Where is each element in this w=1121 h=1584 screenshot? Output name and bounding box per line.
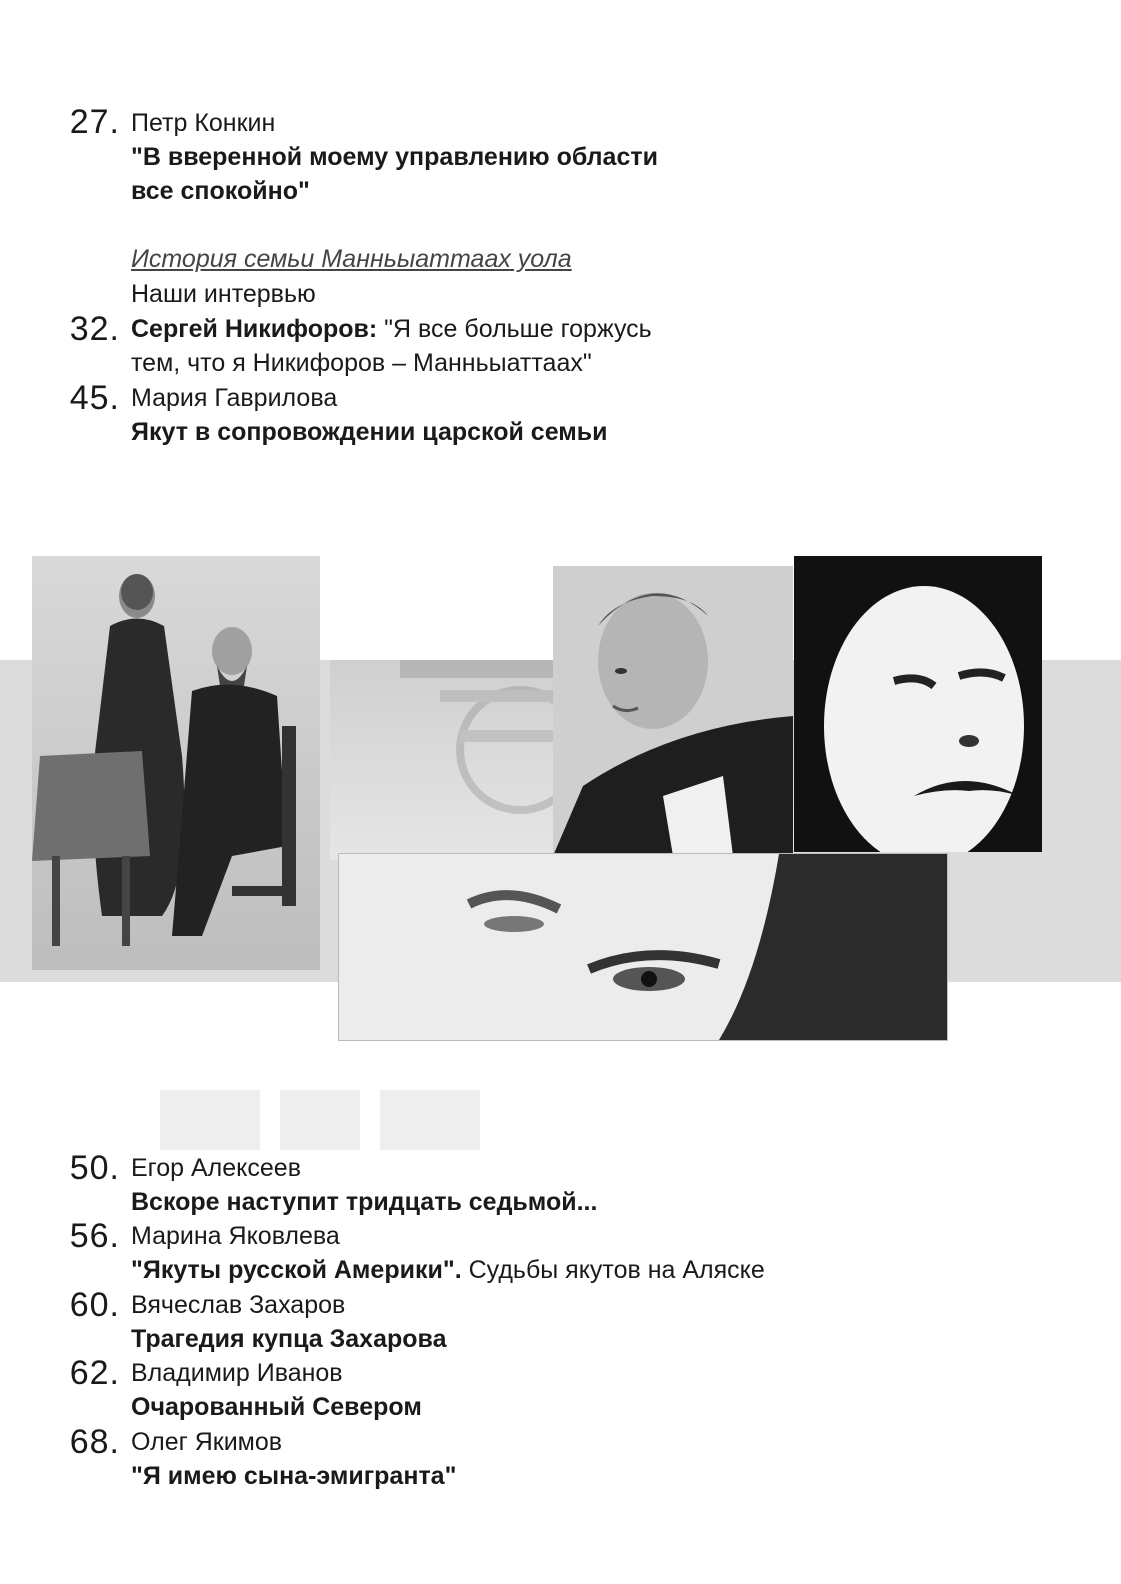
article-title: Трагедия купца Захарова bbox=[131, 1325, 447, 1353]
author: Олег Якимов bbox=[131, 1428, 283, 1456]
article-title: "Якуты русской Америки". bbox=[131, 1256, 462, 1284]
author: Петр Конкин bbox=[131, 109, 276, 137]
article-title: Очарованный Севером bbox=[131, 1393, 422, 1421]
author: Марина Яковлева bbox=[131, 1222, 340, 1250]
article-title: "В вверенной моему управлению области bbox=[131, 143, 658, 171]
entry-text bbox=[131, 312, 652, 346]
author: Сергей Никифоров: bbox=[131, 315, 378, 343]
page-number: 45. bbox=[69, 379, 120, 417]
page-number: 32. bbox=[69, 310, 120, 348]
faded-background-graphic bbox=[160, 1080, 490, 1160]
eyes-closeup-photo bbox=[338, 853, 948, 1041]
page-number: 62. bbox=[69, 1354, 120, 1392]
article-title-cont: все спокойно" bbox=[131, 177, 310, 205]
author: Егор Алексеев bbox=[131, 1154, 301, 1182]
vintage-couple-photo bbox=[32, 556, 320, 970]
article-title-line bbox=[131, 1253, 765, 1287]
author: Владимир Иванов bbox=[131, 1359, 343, 1387]
author: Мария Гаврилова bbox=[131, 384, 338, 412]
article-title: Вскоре наступит тридцать седьмой... bbox=[131, 1188, 598, 1216]
page-number: 68. bbox=[69, 1423, 120, 1461]
quote: "Я все больше горжусь bbox=[377, 315, 652, 343]
page-number: 27. bbox=[69, 103, 120, 141]
quote-cont: тем, что я Никифоров – Манньыаттаах" bbox=[131, 349, 592, 377]
section-subtitle: Наши интервью bbox=[131, 280, 316, 308]
article-title: "Я имею сына-эмигранта" bbox=[131, 1462, 457, 1490]
page-number: 56. bbox=[69, 1217, 120, 1255]
page-number: 60. bbox=[69, 1286, 120, 1324]
article-title: Якут в сопровождении царской семьи bbox=[131, 418, 608, 446]
mustached-man-portrait bbox=[794, 556, 1042, 852]
article-subtitle: Судьбы якутов на Аляске bbox=[461, 1256, 765, 1284]
author: Вячеслав Захаров bbox=[131, 1291, 346, 1319]
page-number: 50. bbox=[69, 1149, 120, 1187]
section-title: История семьи Манньыаттаах уола bbox=[131, 245, 572, 273]
man-profile-photo bbox=[553, 566, 793, 856]
